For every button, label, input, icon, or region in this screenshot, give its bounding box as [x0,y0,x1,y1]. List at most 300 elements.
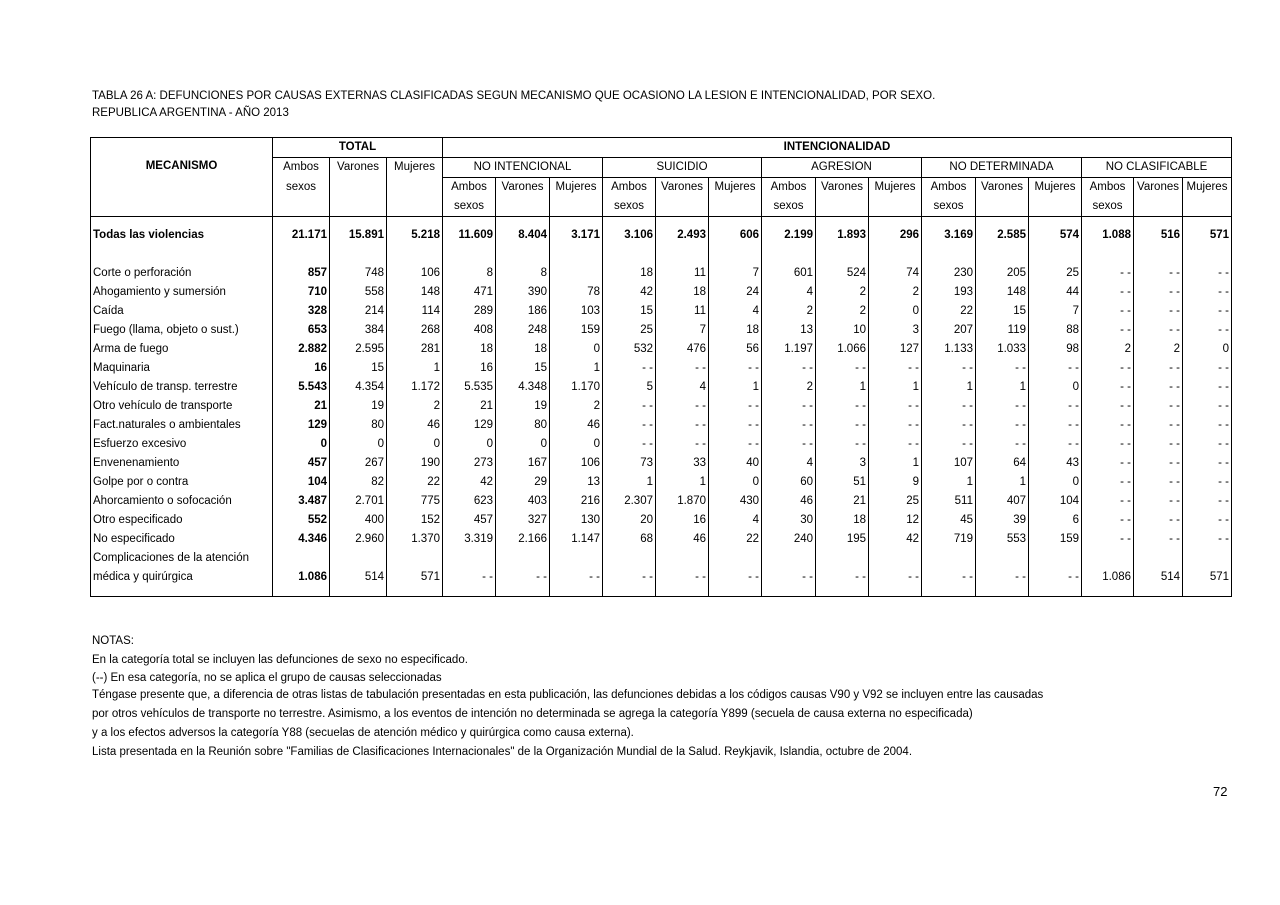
table-cell: 13 [550,473,603,492]
table-cell: 574 [1029,226,1082,245]
spacer-cell [976,587,1029,597]
spacer-cell [1183,217,1232,227]
table-cell: - - [976,568,1029,587]
table-cell: 240 [762,530,816,549]
table-cell: 0 [1029,473,1082,492]
table-cell: 46 [387,416,443,435]
header-sub-varones: Varones [816,178,869,217]
table-cell: 22 [709,530,762,549]
table-cell: 514 [1134,568,1183,587]
header-mecanismo: MECANISMO [91,138,273,217]
table-cell: 327 [496,511,550,530]
table-cell: 1.870 [656,492,709,511]
spacer-cell [443,245,496,264]
table-cell: - - [869,359,922,378]
table-cell: 476 [656,340,709,359]
row-label: Complicaciones de la atención [93,552,249,564]
table-cell: 159 [1029,530,1082,549]
spacer-cell [387,587,443,597]
spacer-cell [330,217,387,227]
table-cell: 2 [816,302,869,321]
notes-heading: NOTAS: [92,635,134,647]
table-cell: 11.609 [443,226,496,245]
table-cell: 3.171 [550,226,603,245]
table-cell: - - [1134,511,1183,530]
table-cell: - - [816,416,869,435]
table-cell: 33 [656,454,709,473]
table-cell: 25 [1029,264,1082,283]
note-line: (--) En esa categoría, no se aplica el grupo de causas seleccionadas [92,672,442,684]
table-cell: - - [1029,568,1082,587]
table-cell: 296 [869,226,922,245]
header-total-varones: Varones [330,158,387,217]
row-label: Envenenamiento [93,457,180,469]
table-cell: 552 [273,511,330,530]
table-cell: 558 [330,283,387,302]
table-cell: 80 [330,416,387,435]
spacer-cell [922,217,976,227]
table-cell: 15 [976,302,1029,321]
table-cell-empty [550,549,603,568]
table-cell: 0 [550,435,603,454]
table-cell: 193 [922,283,976,302]
table-cell: - - [922,568,976,587]
header-sub-ambos: Ambos [762,178,816,198]
table-cell: 3.319 [443,530,496,549]
table-cell: 21.171 [273,226,330,245]
table-cell: 73 [603,454,656,473]
table-cell: 74 [869,264,922,283]
table-cell: 1.370 [387,530,443,549]
table-cell: 4.354 [330,378,387,397]
table-cell: - - [1082,416,1134,435]
header-sub-varones: Varones [656,178,709,217]
table-cell: - - [656,568,709,587]
table-cell: 18 [816,511,869,530]
table-cell: 16 [443,359,496,378]
table-cell: 159 [550,321,603,340]
table-cell: - - [922,359,976,378]
spacer-cell [1134,587,1183,597]
table-cell: 107 [922,454,976,473]
header-sub-mujeres: Mujeres [1183,178,1232,217]
table-row [91,226,1232,245]
table-cell: - - [709,397,762,416]
table-cell: 511 [922,492,976,511]
table-cell: 214 [330,302,387,321]
table-cell: 2 [1082,340,1134,359]
table-cell: 167 [496,454,550,473]
row-label: Vehículo de transp. terrestre [93,381,238,393]
table-cell: - - [1183,378,1232,397]
table-cell: 104 [1029,492,1082,511]
table-cell: 4 [762,283,816,302]
table-cell: 18 [709,321,762,340]
table-cell: 5.535 [443,378,496,397]
table-cell: 1 [869,454,922,473]
header-sub-varones: Varones [976,178,1029,217]
table-cell: - - [869,397,922,416]
table-cell: - - [1082,530,1134,549]
table-cell: - - [656,435,709,454]
spacer-cell [869,217,922,227]
table-cell: 407 [976,492,1029,511]
table-cell: 46 [550,416,603,435]
table-cell: - - [1029,435,1082,454]
table-cell: 3.106 [603,226,656,245]
table-cell: 268 [387,321,443,340]
table-cell: 56 [709,340,762,359]
header-group-no-intencional: NO INTENCIONAL [443,158,603,178]
table-cell-empty [1134,549,1183,568]
table-cell: - - [709,435,762,454]
table-cell: - - [1183,530,1232,549]
spacer-cell [709,217,762,227]
row-label: Fuego (llama, objeto o sust.) [93,324,239,336]
table-cell: - - [1134,454,1183,473]
table-cell: - - [1134,378,1183,397]
table-cell: 80 [496,416,550,435]
table-cell: 4 [709,511,762,530]
header-sub-ambos: Ambos [922,178,976,198]
spacer-cell [762,217,816,227]
table-cell: - - [1134,416,1183,435]
table-cell: 60 [762,473,816,492]
table-cell: 1.147 [550,530,603,549]
header-group-no-clasificable: NO CLASIFICABLE [1082,158,1232,178]
table-cell: 21 [273,397,330,416]
table-row [91,283,1232,302]
table-cell: - - [1183,302,1232,321]
table-cell: 190 [387,454,443,473]
table-cell: 1 [922,378,976,397]
table-cell: - - [1183,264,1232,283]
table-cell: - - [922,435,976,454]
table-cell: - - [656,397,709,416]
title-line-2: REPUBLICA ARGENTINA - AÑO 2013 [92,107,289,119]
spacer-cell [496,217,550,227]
table-cell: - - [762,416,816,435]
table-cell: - - [976,416,1029,435]
header-sub-mujeres: Mujeres [869,178,922,217]
table-cell-empty [387,549,443,568]
spacer-cell [816,217,869,227]
spacer-cell [1029,245,1082,264]
table-cell: 2.960 [330,530,387,549]
table-cell: 11 [656,302,709,321]
table-cell: 152 [387,511,443,530]
table-cell: 11 [656,264,709,283]
row-label: Todas las violencias [93,229,205,241]
spacer-cell [550,245,603,264]
table-cell: 2 [762,302,816,321]
table-cell: 22 [387,473,443,492]
table-cell: 16 [656,511,709,530]
table-cell: - - [1183,321,1232,340]
table-row [91,264,1232,283]
header-sub-varones: Varones [496,178,550,217]
spacer-cell [550,587,603,597]
table-cell: 328 [273,302,330,321]
table-cell: 571 [1183,226,1232,245]
table-cell: 0 [869,302,922,321]
table-cell-empty [816,549,869,568]
table-cell-empty [869,549,922,568]
spacer-cell [762,245,816,264]
table-row [91,454,1232,473]
table-cell: 51 [816,473,869,492]
table-cell: - - [1082,511,1134,530]
table-cell: 15 [603,302,656,321]
spacer-cell [869,245,922,264]
header-sub-sexos: sexos [603,197,656,217]
table-cell: 8 [496,264,550,283]
table-cell: - - [709,416,762,435]
table-cell: - - [922,416,976,435]
spacer-cell [1183,587,1232,597]
table-cell: 42 [869,530,922,549]
table-cell: 7 [656,321,709,340]
table-cell: - - [1082,321,1134,340]
table-row [91,568,1232,587]
header-sub-sexos: sexos [443,197,496,217]
spacer-row [91,587,1232,597]
table-cell: - - [1082,378,1134,397]
table-cell: 1 [976,473,1029,492]
table-cell: 4 [656,378,709,397]
table-cell: 601 [762,264,816,283]
header-group-suicidio: SUICIDIO [603,158,762,178]
spacer-cell [496,245,550,264]
table-cell: 775 [387,492,443,511]
table-cell: - - [443,568,496,587]
row-label: Otro vehículo de transporte [93,400,233,412]
header-sub-sexos: sexos [922,197,976,217]
table-cell: 1 [816,378,869,397]
row-label: Arma de fuego [93,343,169,355]
row-label: Ahorcamiento o sofocación [93,495,232,507]
row-label: No especificado [93,533,175,545]
spacer-cell [656,245,709,264]
header-total: TOTAL [273,138,443,158]
row-label: Caída [93,305,124,317]
table-cell: 21 [443,397,496,416]
table-cell: 25 [603,321,656,340]
table-cell: 2 [869,283,922,302]
table-cell: 39 [976,511,1029,530]
table-cell: - - [1183,397,1232,416]
table-cell: 15 [330,359,387,378]
spacer-cell [496,587,550,597]
table-cell: - - [656,416,709,435]
header-sub-ambos: Ambos [1082,178,1134,198]
table-cell: 2.493 [656,226,709,245]
spacer-cell [443,587,496,597]
table-cell-empty [762,549,816,568]
table-cell: 5 [603,378,656,397]
table-cell: - - [976,359,1029,378]
table-cell-empty [709,549,762,568]
table-cell: 289 [443,302,496,321]
header-total-ambos: Ambos [273,158,330,178]
spacer-row [91,245,1232,264]
table-cell: - - [1082,454,1134,473]
table-cell: 88 [1029,321,1082,340]
table-cell: 2.199 [762,226,816,245]
table-cell: - - [1183,511,1232,530]
table-cell: 148 [387,283,443,302]
spacer-cell [1183,245,1232,264]
spacer-cell [656,587,709,597]
table-cell: - - [816,359,869,378]
table-cell: 8.404 [496,226,550,245]
table-cell: 103 [550,302,603,321]
table-cell: 2 [387,397,443,416]
table-cell: 606 [709,226,762,245]
table-cell: - - [1082,264,1134,283]
table-cell: 68 [603,530,656,549]
table-cell: 2.595 [330,340,387,359]
title-line-1: TABLA 26 A: DEFUNCIONES POR CAUSAS EXTERNAS CLASIFICADAS SEGUN MECANISMO QUE OCASIONO LA LESION E INTENCIONALIDAD, POR SEXO. [92,90,936,102]
table-cell: 1 [976,378,1029,397]
table-cell: - - [709,359,762,378]
table-cell: 2.166 [496,530,550,549]
table-cell: 0 [709,473,762,492]
table-cell: 18 [443,340,496,359]
table-cell: 1.088 [1082,226,1134,245]
table-cell-empty [922,549,976,568]
note-line: En la categoría total se incluyen las defunciones de sexo no especificado. [92,654,468,666]
table-cell: - - [1082,492,1134,511]
table-cell: 64 [976,454,1029,473]
table-cell-empty [656,549,709,568]
table-cell: 719 [922,530,976,549]
table-cell: 0 [1183,340,1232,359]
table-cell: - - [976,435,1029,454]
table-cell: - - [1082,359,1134,378]
table-cell: 15.891 [330,226,387,245]
table-cell: - - [1082,473,1134,492]
spacer-cell [387,217,443,227]
table-cell: - - [816,435,869,454]
spacer-cell [656,217,709,227]
table-cell: 216 [550,492,603,511]
table-row [91,340,1232,359]
table-cell: 1.172 [387,378,443,397]
table-cell: 1 [869,378,922,397]
table-cell: 5.543 [273,378,330,397]
table-cell: 40 [709,454,762,473]
table-cell: 13 [762,321,816,340]
table-cell: 0 [387,435,443,454]
table-cell: 2.307 [603,492,656,511]
table-cell: 127 [869,340,922,359]
spacer-cell [709,245,762,264]
table-cell: 710 [273,283,330,302]
table-cell: 1 [709,378,762,397]
table-cell: 0 [1029,378,1082,397]
table-cell: 46 [762,492,816,511]
table-row [91,435,1232,454]
table-cell: 273 [443,454,496,473]
table-cell: 19 [330,397,387,416]
header-sub-ambos: Ambos [603,178,656,198]
table-cell: 130 [550,511,603,530]
table-cell-empty [273,549,330,568]
table-cell: - - [1082,302,1134,321]
table-row [91,511,1232,530]
table-cell: 25 [869,492,922,511]
table-cell-empty [330,549,387,568]
header-sub-varones: Varones [1134,178,1183,217]
table-cell: 119 [976,321,1029,340]
table-cell: 267 [330,454,387,473]
table-cell: 2.882 [273,340,330,359]
table-cell: - - [1134,492,1183,511]
table-cell: 2 [762,378,816,397]
table-cell: 205 [976,264,1029,283]
table-cell: - - [603,416,656,435]
table-cell: 0 [443,435,496,454]
table-cell: - - [1082,435,1134,454]
spacer-cell [330,587,387,597]
spacer-cell [273,587,330,597]
table-cell: - - [816,568,869,587]
table-cell: 129 [443,416,496,435]
table-cell: 430 [709,492,762,511]
table-cell: - - [869,435,922,454]
header-group-no-determinada: NO DETERMINADA [922,158,1082,178]
table-cell: - - [762,397,816,416]
table-cell: 0 [330,435,387,454]
mortality-table [90,137,1232,597]
table-cell: - - [1183,473,1232,492]
table-cell: 44 [1029,283,1082,302]
spacer-cell [1029,217,1082,227]
table-cell: 186 [496,302,550,321]
table-cell: 248 [496,321,550,340]
table-cell: 78 [550,283,603,302]
table-cell: - - [1134,359,1183,378]
table-cell: 403 [496,492,550,511]
table-cell: 9 [869,473,922,492]
table-cell: - - [762,568,816,587]
table-cell: - - [762,435,816,454]
spacer-cell [922,587,976,597]
table-cell: 43 [1029,454,1082,473]
header-total-sexos: sexos [273,178,330,217]
row-label: Fact.naturales o ambientales [93,419,241,431]
table-cell: 1.893 [816,226,869,245]
spacer-cell [603,587,656,597]
table-cell: 7 [1029,302,1082,321]
table-cell: 98 [1029,340,1082,359]
table-cell: - - [1183,492,1232,511]
table-cell: 22 [922,302,976,321]
table-cell: - - [869,416,922,435]
table-cell: - - [603,435,656,454]
table-cell: 2 [550,397,603,416]
table-cell: 148 [976,283,1029,302]
header-total-mujeres: Mujeres [387,158,443,217]
spacer-cell [273,217,330,227]
note-line: por otros vehículos de transporte no terrestre. Asimismo, a los eventos de intención no determinada se agrega la categoría Y899 (secuela de causa externa no especificada) [92,708,973,720]
table-cell: 129 [273,416,330,435]
table-cell: - - [1029,416,1082,435]
table-cell: 1.033 [976,340,1029,359]
table-cell: 2 [816,283,869,302]
table-cell: 532 [603,340,656,359]
